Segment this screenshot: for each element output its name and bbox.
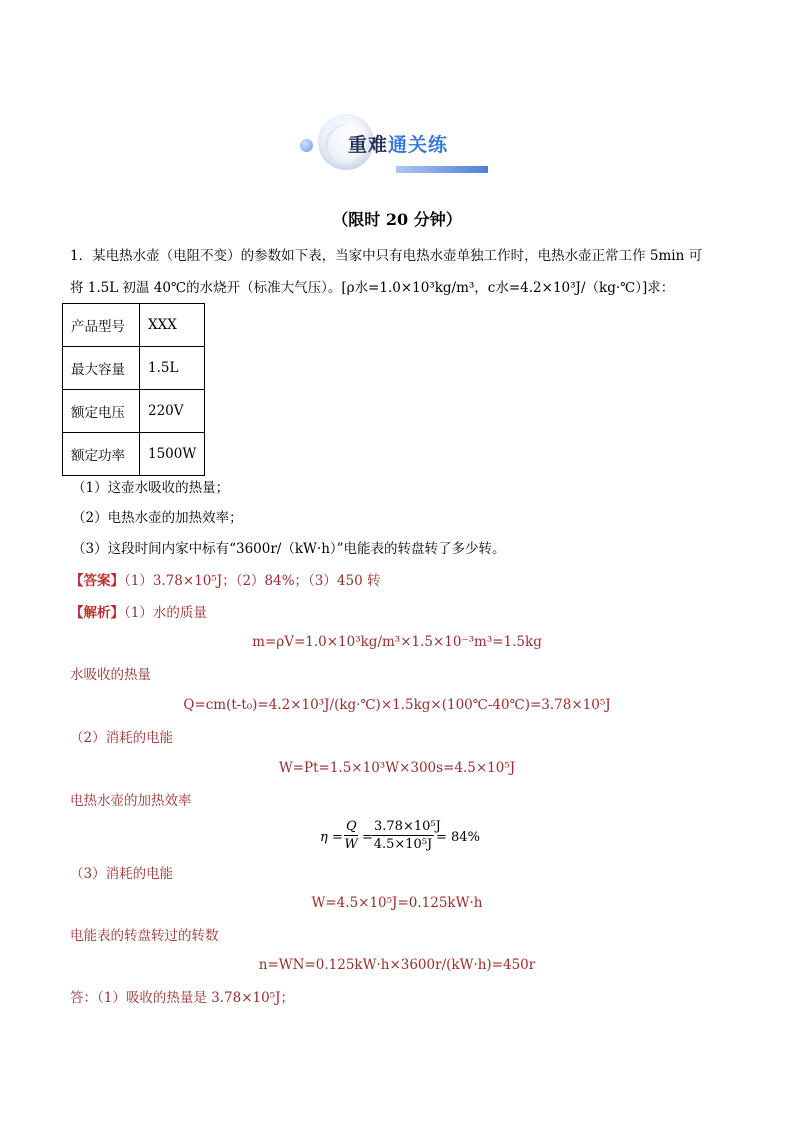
efficiency-result: = 84% bbox=[436, 830, 480, 845]
eta-symbol: η bbox=[320, 830, 328, 845]
section-badge bbox=[298, 108, 498, 180]
badge-dot-icon bbox=[300, 139, 313, 152]
badge-underline bbox=[396, 166, 488, 173]
section-title bbox=[348, 130, 448, 157]
answer-line bbox=[70, 571, 380, 591]
equals-sign: = bbox=[362, 830, 373, 845]
energy2-formula: W=4.5×10⁵J=0.125kW·h bbox=[311, 895, 483, 911]
fraction-q-over-w bbox=[344, 818, 358, 854]
equals-sign: = bbox=[332, 830, 343, 845]
table-row bbox=[63, 347, 205, 390]
parameter-table bbox=[62, 303, 205, 476]
fraction-denominator: 4.5×10⁵J bbox=[373, 837, 433, 852]
sub-question-1: （1）这壶水吸收的热量； bbox=[72, 480, 230, 496]
energy2-label: （3）消耗的电能 bbox=[70, 866, 174, 882]
sub-question-3: （3）这段时间内家中标有“3600r/（kW·h）”电能表的转盘转了多少转。 bbox=[72, 541, 506, 557]
fraction-denominator: W bbox=[344, 837, 358, 852]
energy-label: （2）消耗的电能 bbox=[70, 730, 174, 746]
table-row bbox=[63, 390, 205, 433]
table-row bbox=[63, 433, 205, 476]
analysis-text: （1）水的质量 bbox=[124, 605, 207, 621]
question-line-2: 将 1.5L 初温 40℃的水烧开（标准大气压）。[ρ水=1.0×10³kg/m³，c水=4.2×10³J/（kg·℃）]求： bbox=[70, 280, 675, 296]
section-title-part1: 重难 bbox=[348, 134, 389, 156]
heat-label: 水吸收的热量 bbox=[70, 667, 151, 683]
analysis-line bbox=[70, 603, 207, 623]
analysis-tag: 【解析】 bbox=[70, 605, 124, 621]
answer-text: （1）3.78×10⁵J；（2）84%；（3）450 转 bbox=[124, 573, 381, 589]
final-answer: 答：（1）吸收的热量是 3.78×10⁵J； bbox=[70, 990, 295, 1006]
time-limit-subtitle: （限时 20 分钟） bbox=[332, 210, 462, 229]
table-row bbox=[63, 304, 205, 347]
table-key: 额定功率 bbox=[63, 433, 140, 476]
sub-question-2: （2）电热水壶的加热效率； bbox=[72, 510, 243, 526]
efficiency-label: 电热水壶的加热效率 bbox=[70, 793, 192, 809]
turns-label: 电能表的转盘转过的转数 bbox=[70, 928, 219, 944]
fraction-numerator: 3.78×10⁵J bbox=[374, 819, 441, 834]
section-title-part2: 通关练 bbox=[388, 134, 449, 156]
fraction-numerator: Q bbox=[346, 819, 357, 834]
turns-formula: n=WN=0.125kW·h×3600r/(kW·h)=450r bbox=[258, 957, 536, 973]
heat-formula: Q=cm(t-t₀)=4.2×10³J/(kg·℃)×1.5kg×(100℃-40℃)=3.78×10⁵J bbox=[183, 697, 611, 713]
mass-formula: m=ρV=1.0×10³kg/m³×1.5×10⁻³m³=1.5kg bbox=[252, 634, 542, 650]
table-value: 1.5L bbox=[140, 347, 205, 390]
table-value: XXX bbox=[140, 304, 205, 347]
table-key: 产品型号 bbox=[63, 304, 140, 347]
question-line-1: 1．某电热水壶（电阻不变）的参数如下表，当家中只有电热水壶单独工作时，电热水壶正常工作 5min 可 bbox=[70, 248, 703, 264]
table-value: 1500W bbox=[140, 433, 205, 476]
table-key: 最大容量 bbox=[63, 347, 140, 390]
answer-tag: 【答案】 bbox=[70, 573, 124, 589]
fraction-values bbox=[372, 818, 441, 854]
energy-formula: W=Pt=1.5×10³W×300s=4.5×10⁵J bbox=[278, 760, 516, 776]
table-value: 220V bbox=[140, 390, 205, 433]
table-key: 额定电压 bbox=[63, 390, 140, 433]
